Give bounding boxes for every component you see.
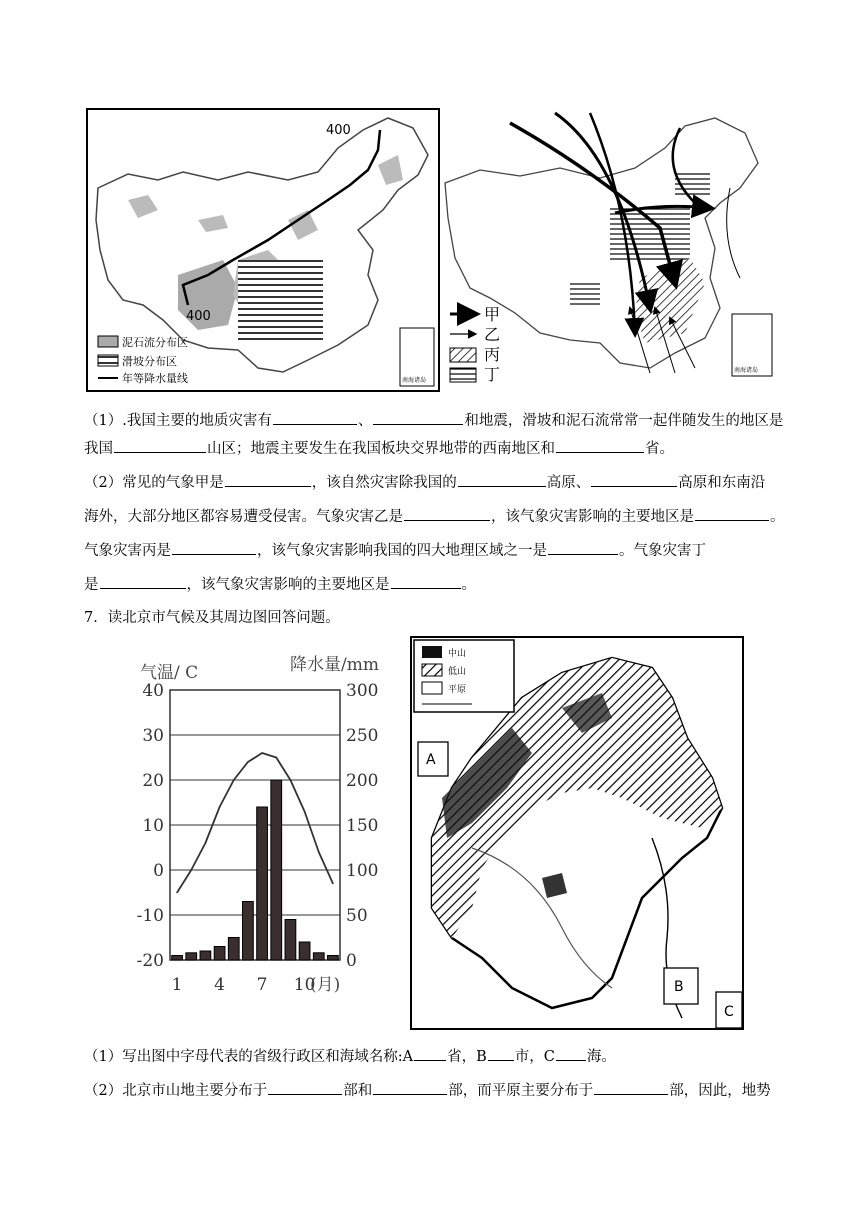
answer-blank[interactable] [695,506,769,521]
legend-bing-label: 丙 [484,345,501,364]
legend-midmountain-label: 中山 [448,649,467,659]
x-axis-label: (月) [310,975,341,995]
text: 气象灾害丙是 [84,543,171,559]
answer-blank[interactable] [373,410,463,425]
q6-line-4 [84,506,785,527]
legend-isoline-label: 年等降水量线 [122,372,188,385]
precip-tick-label: 150 [346,816,379,836]
text: 、 [357,413,373,429]
answer-blank[interactable] [594,1080,668,1095]
beijing-terrain-map [410,636,744,1030]
q7-title: 7．读北京市气候及其周边图回答问题。 [84,610,340,626]
temperature-point [176,892,178,894]
temperature-point [233,779,235,781]
precip-tick-label: 50 [346,906,368,926]
isoline-label-left: 400 [186,309,211,324]
precip-bar [328,956,339,961]
answer-blank[interactable] [114,438,206,453]
precip-bar [214,947,225,961]
climate-chart-svg [130,650,380,1010]
legend-plain-label: 平原 [448,685,467,695]
text: 我国 [84,441,113,457]
precip-tick-label: 200 [346,771,379,791]
temperature-point [247,761,249,763]
temp-tick-label: 40 [142,681,164,701]
text: （1）写出图中字母代表的省级行政区和海域名称:A [84,1049,414,1065]
text: ，该自然灾害除我国的 [311,475,457,491]
legend-lowmountain-label: 低山 [448,667,467,677]
isoline-label-top: 400 [326,123,351,138]
temperature-point [304,811,306,813]
precip-tick-label: 100 [346,861,379,881]
beijing-climate-chart [130,650,380,1010]
china-weather-hazard-map [440,108,780,388]
precip-bar [186,953,197,960]
temperature-point [205,842,207,844]
q6-line-3 [84,472,765,493]
answer-blank[interactable] [556,438,644,453]
text: （2）常见的气象甲是 [84,475,224,491]
precip-bar [172,956,183,961]
inset-label-2: 南海诸岛 [734,367,759,374]
temperature-point [190,869,192,871]
precip-bar [285,920,296,961]
temp-tick-label: 0 [153,861,164,881]
text: ，该气象灾害影响的主要地区是 [491,509,694,525]
temp-tick-label: 20 [142,771,164,791]
q6-line-5 [84,540,706,561]
precip-tick-label: 300 [346,681,379,701]
q6-line-2 [84,438,674,459]
text: ，该气象灾害影响我国的四大地理区域之一是 [257,543,547,559]
text: 高原、 [546,475,591,491]
month-tick-label: 10 [293,975,316,995]
answer-blank[interactable] [391,574,461,589]
q6-line-6 [84,574,476,595]
text: 省，B [447,1049,487,1065]
china-geohazard-map-svg [88,110,438,390]
text: 部，因此，地势 [669,1083,771,1099]
text: 省。 [645,441,674,457]
temperature-point [261,752,263,754]
text: （1）.我国主要的地质灾害有 [84,413,272,429]
answer-blank[interactable] [373,1080,447,1095]
right-axis-label: 降水量/mm [290,655,379,675]
answer-blank[interactable] [458,472,546,487]
text: 。气象灾害丁 [619,543,706,559]
month-tick-label: 4 [214,975,225,995]
precip-bar [299,942,310,960]
precip-bar [271,780,282,960]
precip-bar [200,951,211,960]
text: 高原和东南沿 [678,475,766,491]
answer-blank[interactable] [591,472,677,487]
inset-label: 南海诸岛 [402,377,427,384]
text: 和地震，滑坡和泥石流常常一起伴随发生的地区是 [464,413,784,429]
text: 山区；地震主要发生在我国板块交界地带的西南地区和 [207,441,555,457]
answer-blank[interactable] [556,1046,586,1061]
temperature-line [177,753,333,893]
china-geohazard-map [86,108,440,392]
legend-midmountain-swatch [422,646,442,658]
precip-bar [313,953,324,960]
temperature-point [275,757,277,759]
precip-tick-label: 0 [346,951,357,971]
answer-blank[interactable] [273,410,357,425]
answer-blank[interactable] [172,540,256,555]
precip-bar [257,807,268,960]
month-tick-label: 7 [256,975,268,995]
answer-blank[interactable] [414,1046,446,1061]
legend-debris-label: 泥石流分布区 [122,336,188,349]
answer-blank[interactable] [225,472,311,487]
temperature-point [219,806,221,808]
month-tick-label: 1 [171,975,183,995]
label-b: B [674,979,684,995]
text: 是 [84,577,99,593]
temp-tick-label: -20 [136,951,164,971]
q7-line-1 [84,1046,616,1067]
legend-landslide-swatch [98,355,118,366]
text: 市，C [514,1049,555,1065]
text: 海。 [586,1049,616,1065]
china-weather-hazard-map-svg [440,108,780,388]
temperature-point [290,779,292,781]
legend-debris-swatch [98,336,118,347]
temp-tick-label: -10 [136,906,164,926]
legend-jia-label: 甲 [484,305,501,324]
legend-ding-label: 丁 [484,365,501,384]
precip-bar [228,938,239,961]
answer-blank[interactable] [100,574,186,589]
temperature-point [332,883,334,885]
text: 。 [770,509,785,525]
answer-blank[interactable] [488,1046,514,1061]
answer-blank[interactable] [548,540,618,555]
text: （2）北京市山地主要分布于 [84,1083,268,1099]
label-a: A [426,752,436,768]
text: 海外，大部分地区都容易遭受侵害。气象灾害乙是 [84,509,403,525]
left-axis-label: 气温/ C [140,663,199,683]
text: ，该气象灾害影响的主要地区是 [186,577,390,593]
q7-line-2 [84,1080,771,1101]
temp-tick-label: 10 [142,816,164,836]
text: 。 [461,577,476,593]
answer-blank[interactable] [404,506,490,521]
answer-blank[interactable] [268,1080,342,1095]
q6-line-1 [84,410,783,431]
legend-lowmountain-swatch [422,664,442,676]
text: 部，而平原主要分布于 [448,1083,594,1099]
legend-yi-label: 乙 [484,325,501,344]
precip-tick-label: 250 [346,726,379,746]
precip-bar [243,902,254,961]
label-c: C [724,1004,734,1020]
legend-plain-swatch [422,682,442,694]
legend-landslide-label: 滑坡分布区 [122,355,177,368]
text: 部和 [343,1083,373,1099]
temperature-point [318,851,320,853]
temp-tick-label: 30 [142,726,164,746]
legend-ding-swatch [450,368,476,382]
beijing-map-svg [412,638,742,1028]
legend-bing-swatch [450,348,476,362]
